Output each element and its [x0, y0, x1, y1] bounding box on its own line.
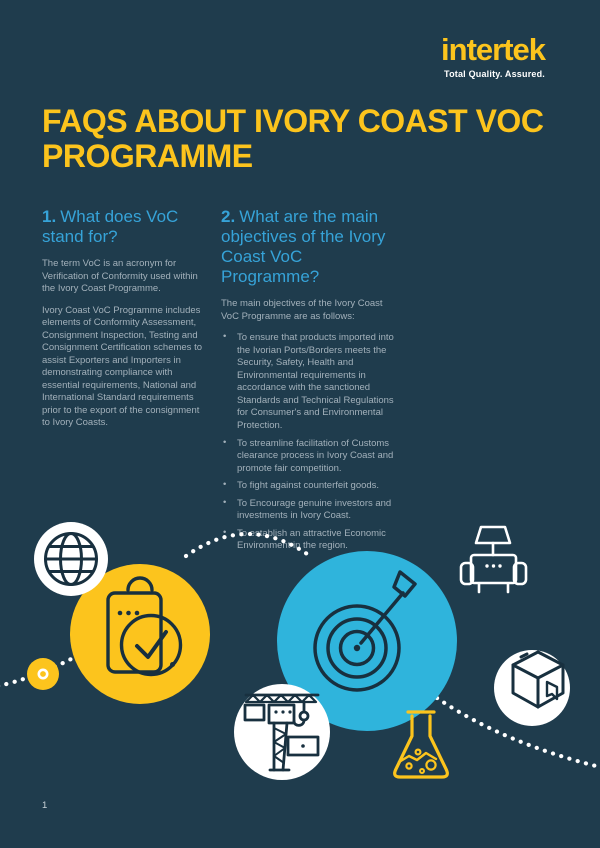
question-1-title: What does VoC stand for?	[42, 207, 179, 247]
intertek-logo: intertek	[441, 32, 545, 67]
question-2-title: What are the main objectives of the Ivory Coast VoC Programme?	[221, 207, 386, 287]
objective-item: • To ensure that products imported into the Ivorian Ports/Borders meets the Security, Safety, Health and Environmental requirements in accordance with the sanctioned Standards and Technical Regulations for Consumer's and Environmental Protection.	[221, 332, 401, 432]
objective-item: • To streamline facilitation of Customs clearance process in Ivory Coast and promote fair competition.	[221, 438, 401, 476]
question-1-paragraph-1: The term VoC is an acronym for Verification of Conformity used within the Ivory Coast Programme.	[42, 258, 198, 295]
brand-tagline: Total Quality. Assured.	[444, 69, 545, 79]
question-1-paragraph-2: Ivory Coast VoC Programme includes elements of Conformity Assessment, Consignment Inspection, Testing and Consignment Certification schemes to assist Exporters and Importers in demonstrating compliance with essential requirements, National and International Standard requirements prior to the export of the consignment to Ivory Coasts.	[42, 304, 202, 429]
dotted-connector-middle	[186, 534, 310, 556]
question-1-number: 1.	[42, 207, 57, 226]
question-2-intro: The main objectives of the Ivory Coast VoC Programme are as follows:	[221, 298, 383, 322]
furniture-icon	[461, 527, 526, 592]
question-2-heading	[221, 203, 401, 287]
page-title: FAQS ABOUT IVORY COAST VOC PROGRAMME	[42, 103, 544, 175]
objective-item: • To fight against counterfeit goods.	[221, 480, 401, 493]
header-brand	[441, 34, 545, 79]
question-1-heading	[42, 203, 205, 247]
objective-item: • To Encourage genuine investors and investments in Ivory Coast.	[221, 498, 401, 523]
question-1-section	[42, 203, 205, 439]
illustration	[0, 480, 600, 848]
objective-item: • To establish an attractive Economic Environment in the region.	[221, 528, 401, 553]
question-2-number: 2.	[221, 207, 236, 226]
page-number: 1	[42, 800, 48, 811]
node-dot	[27, 658, 59, 690]
